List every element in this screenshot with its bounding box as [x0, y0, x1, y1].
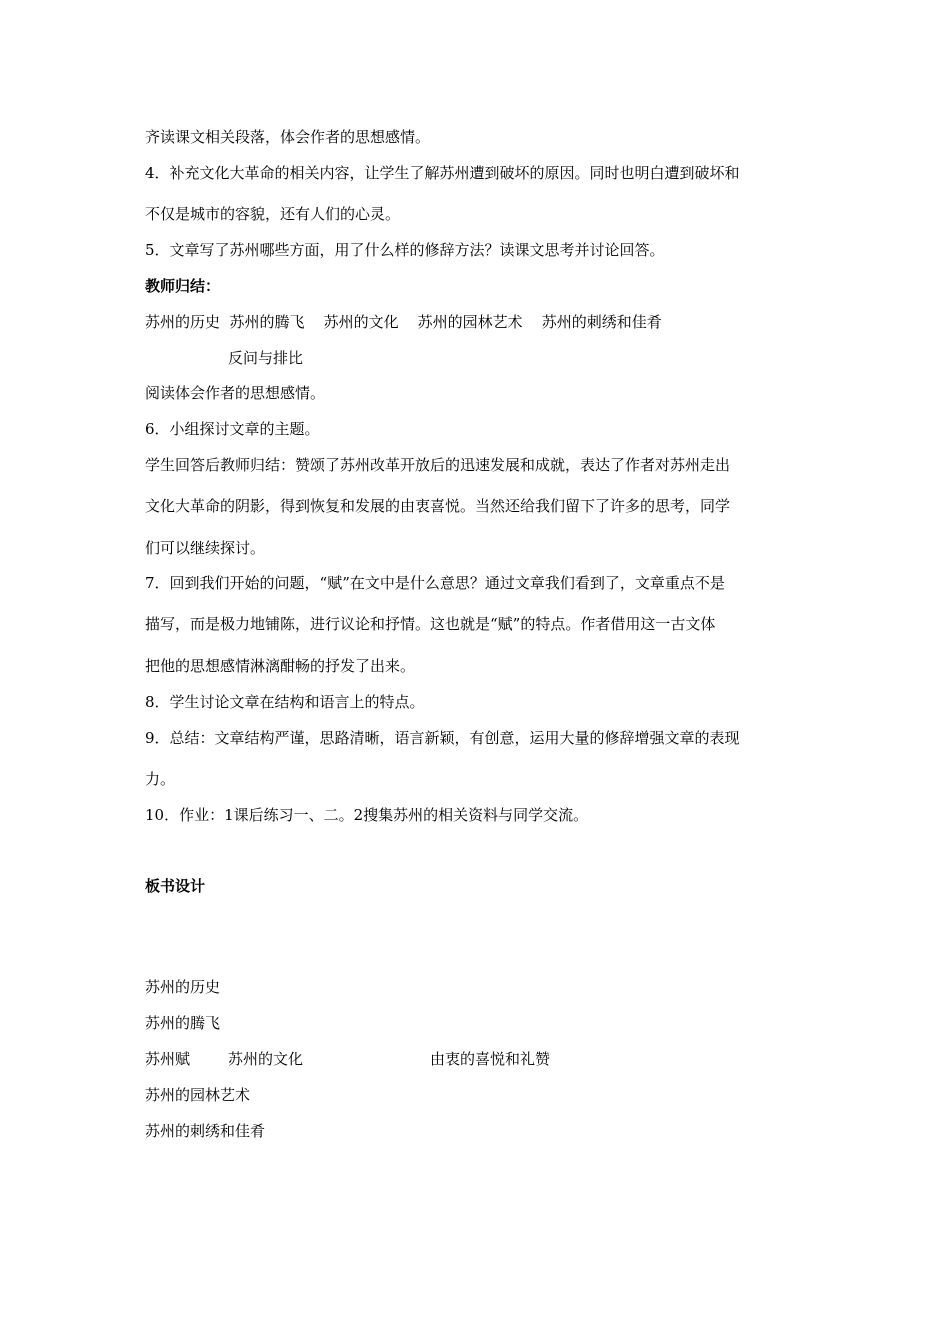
paragraph-line: 描写，而是极力地铺陈，进行议论和抒情。这也就是“赋”的特点。作者借用这一古文体	[145, 615, 716, 633]
board-item-gardens: 苏州的园林艺术	[145, 1086, 251, 1104]
paragraph-line: 把他的思想感情淋漓酣畅的抒发了出来。	[145, 657, 416, 675]
paragraph-line: 学生回答后教师归结：赞颂了苏州改革开放后的迅速发展和成就，表达了作者对苏州走出	[145, 456, 731, 474]
paragraph-line: 苏州的历史 苏州的腾飞 苏州的文化 苏州的园林艺术 苏州的刺绣和佳肴	[145, 313, 662, 331]
paragraph-line: 7．回到我们开始的问题，“赋”在文中是什么意思？通过文章我们看到了，文章重点不是	[145, 574, 725, 592]
paragraph-line: 不仅是城市的容貌，还有人们的心灵。	[145, 205, 401, 223]
paragraph-line: 文化大革命的阴影，得到恢复和发展的由衷喜悦。当然还给我们留下了许多的思考，同学	[145, 497, 731, 515]
paragraph-line: 阅读体会作者的思想感情。	[145, 384, 326, 402]
board-item-embroidery-cuisine: 苏州的刺绣和佳肴	[145, 1122, 266, 1140]
paragraph-line: 力。	[145, 770, 176, 788]
paragraph-line: 10．作业：1课后练习一、二。2搜集苏州的相关资料与同学交流。	[145, 806, 589, 824]
board-design-title: 板书设计	[145, 877, 206, 895]
board-center-label: 苏州赋	[145, 1050, 191, 1068]
section-label: 教师归结：	[145, 277, 221, 295]
paragraph-line: 反问与排比	[228, 349, 304, 367]
paragraph-line: 们可以继续探讨。	[145, 539, 266, 557]
paragraph-line: 4．补充文化大革命的相关内容，让学生了解苏州遭到破坏的原因。同时也明白遭到破坏和	[145, 164, 740, 182]
paragraph-line: 齐读课文相关段落，体会作者的思想感情。	[145, 128, 431, 146]
paragraph-line: 5．文章写了苏州哪些方面，用了什么样的修辞方法？读课文思考并讨论回答。	[145, 241, 665, 259]
board-item-rise: 苏州的腾飞	[145, 1014, 221, 1032]
board-conclusion: 由衷的喜悦和礼赞	[430, 1050, 551, 1068]
board-item-history: 苏州的历史	[145, 978, 221, 996]
board-item-culture: 苏州的文化	[228, 1050, 304, 1068]
paragraph-line: 8．学生讨论文章在结构和语言上的特点。	[145, 693, 425, 711]
paragraph-line: 6．小组探讨文章的主题。	[145, 420, 320, 438]
paragraph-line: 9．总结：文章结构严谨，思路清晰，语言新颖，有创意，运用大量的修辞增强文章的表现	[145, 729, 740, 747]
